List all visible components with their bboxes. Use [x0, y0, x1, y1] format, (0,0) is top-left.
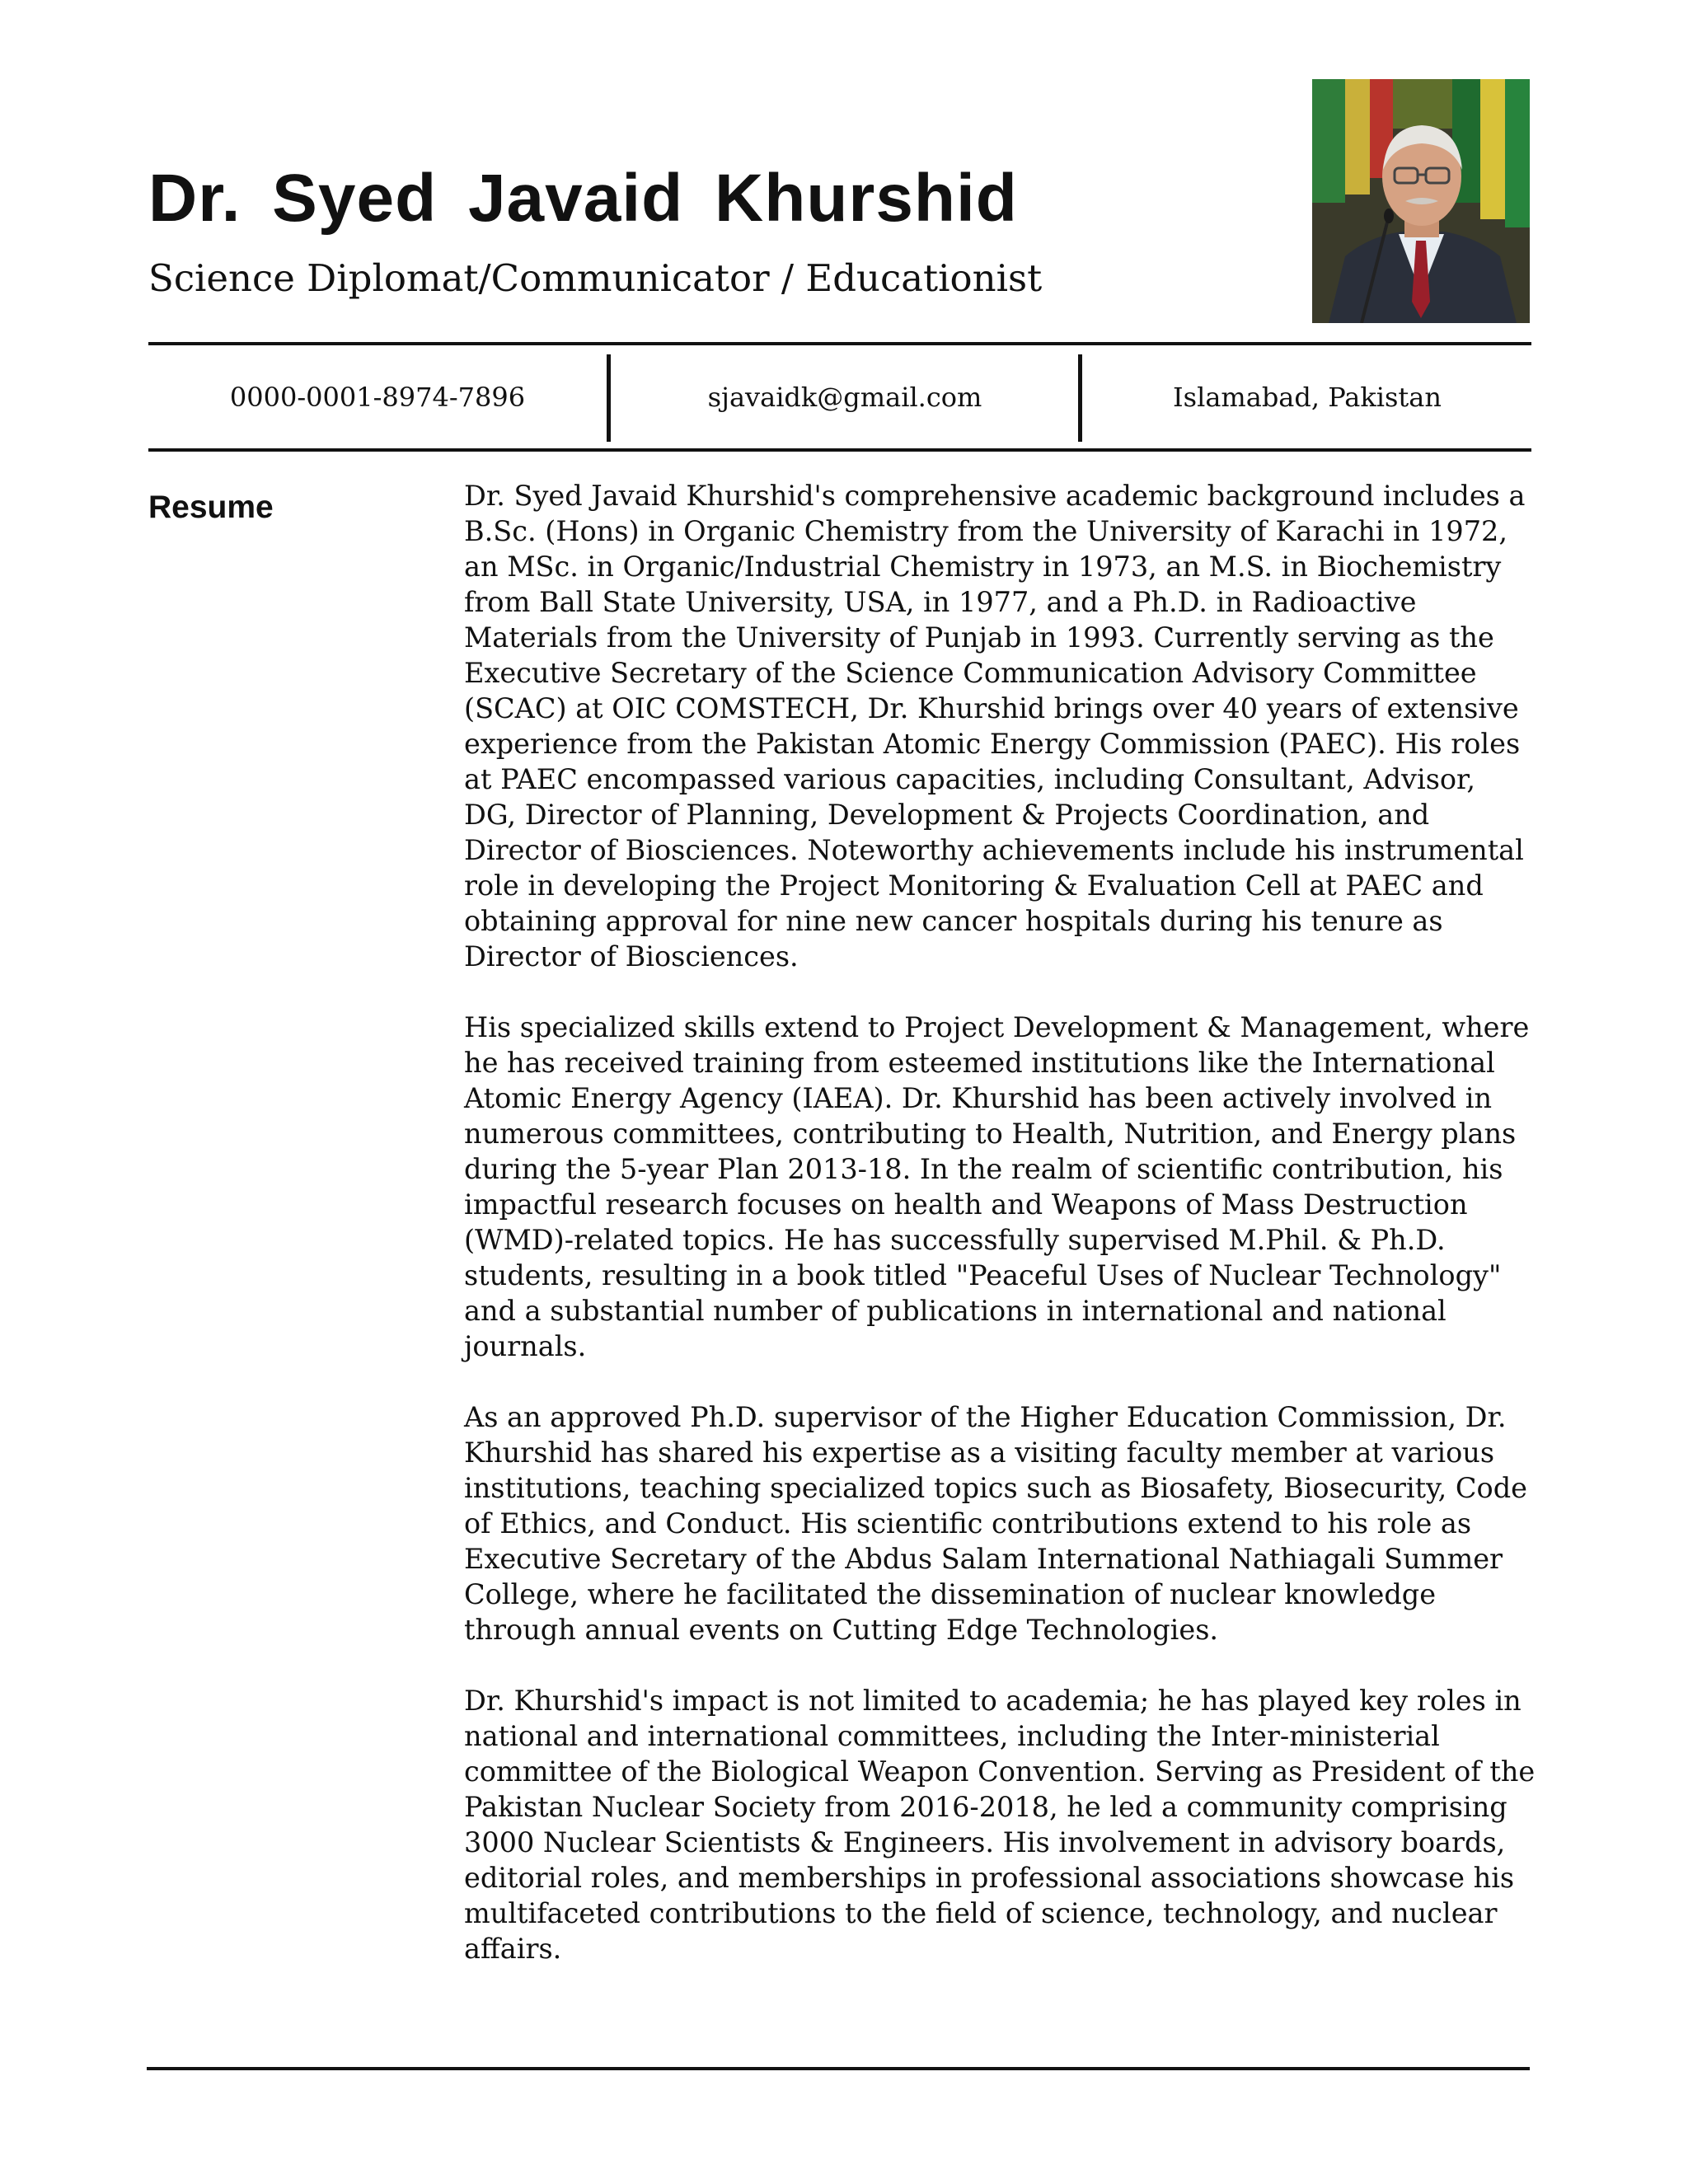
resume-paragraph: Dr. Khurshid's impact is not limited to academia; he has played key roles in national and international committees, including the Inter-ministerial committee of the Biological Weapon Convention. Serving as President of the Pakistan Nuclear Society from 2016-2018, he led a community comprising 3000 Nuclear Scientists & Engineers. His involvement in advisory boards, editorial roles, and memberships in professional associations showcase his multifaceted contributions to the field of science, technology, and nuclear affairs.: [464, 1685, 1536, 1965]
email-address: sjavaidk@gmail.com: [707, 381, 982, 413]
location: Islamabad, Pakistan: [1173, 381, 1442, 413]
section-label-resume: Resume: [148, 490, 274, 525]
profile-photo: [1312, 79, 1530, 323]
person-name: Dr. Syed Javaid Khurshid: [148, 161, 1018, 236]
footer-divider: [147, 2067, 1530, 2070]
contact-separator: [607, 354, 611, 442]
contact-divider: [148, 448, 1531, 452]
resume-body: [464, 478, 1536, 1966]
contact-separator: [1078, 354, 1082, 442]
person-title: Science Diplomat/Communicator / Educationist: [148, 256, 1043, 300]
resume-paragraph: His specialized skills extend to Project Development & Management, where he has received training from esteemed institutions like the International Atomic Energy Agency (IAEA). Dr. Khurshid has been actively involved in numerous committees, contributing to Health, Nutrition, and Energy plans during the 5-year Plan 2013-18. In the realm of scientific contribution, his impactful research focuses on health and Weapons of Mass Destruction (WMD)-related topics. He has successfully supervised M.Phil. & Ph.D. students, resulting in a book titled "Peaceful Uses of Nuclear Technology" and a substantial number of publications in international and national journals.: [464, 1011, 1530, 1362]
resume-paragraph: Dr. Syed Javaid Khurshid's comprehensive academic background includes a B.Sc. (Hons) in Organic Chemistry from the University of Karachi in 1972, an MSc. in Organic/Industrial Chemistry in 1973, an M.S. in Biochemistry from Ball State University, USA, in 1977, and a Ph.D. in Radioactive Materials from the University of Punjab in 1993. Currently serving as the Executive Secretary of the Science Communication Advisory Committee (SCAC) at OIC COMSTECH, Dr. Khurshid brings over 40 years of extensive experience from the Pakistan Atomic Energy Commission (PAEC). His roles at PAEC encompassed various capacities, including Consultant, Advisor, DG, Director of Planning, Development & Projects Coordination, and Director of Biosciences. Noteworthy achievements include his instrumental role in developing the Project Monitoring & Evaluation Cell at PAEC and obtaining approval for nine new cancer hospitals during his tenure as Director of Biosciences.: [464, 480, 1526, 972]
orcid-id: 0000-0001-8974-7896: [229, 381, 526, 413]
resume-paragraph: As an approved Ph.D. supervisor of the Higher Education Commission, Dr. Khurshid has shared his expertise as a visiting faculty member at various institutions, teaching specialized topics such as Biosafety, Biosecurity, Code of Ethics, and Conduct. His scientific contributions extend to his role as Executive Secretary of the Abdus Salam International Nathiagali Summer College, where he facilitated the dissemination of nuclear knowledge through annual events on Cutting Edge Technologies.: [464, 1401, 1527, 1646]
